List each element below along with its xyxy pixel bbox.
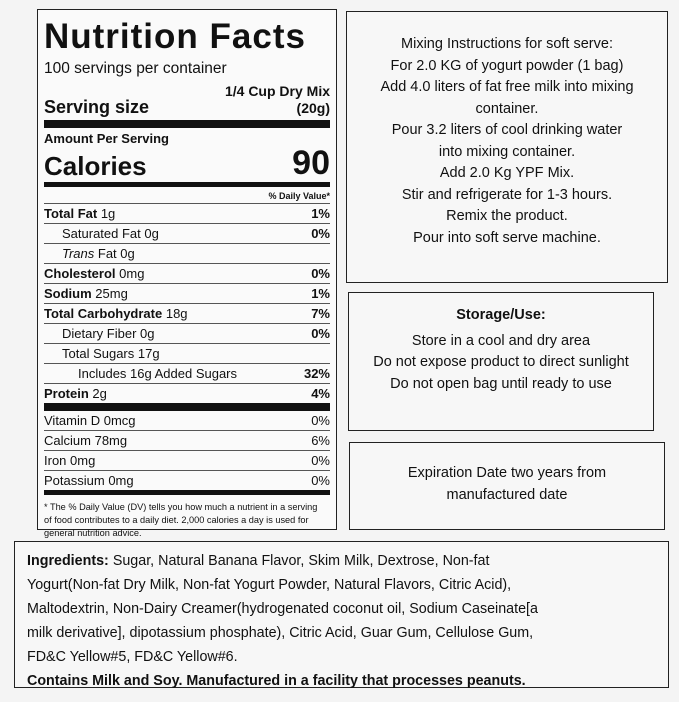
ingredients-line: Yogurt(Non-fat Dry Milk, Non-fat Yogurt Powder, Natural Flavors, Citric Acid), [27, 577, 512, 593]
ingredients-box [14, 541, 669, 688]
daily-value-footnote: * The % Daily Value (DV) tells you how much a nutrient in a serving of food contributes to a daily diet. 2,000 calories a day is used for general nutrition advice. [44, 502, 318, 538]
nutrient-row-saturated-fat [44, 223, 330, 243]
nutrient-row-total-fat [44, 203, 330, 223]
serving-size-line2: (20g) [296, 100, 330, 116]
nutrition-facts-panel [37, 9, 337, 538]
mixing-line: Pour into soft serve machine. [413, 229, 601, 246]
nutrition-title: Nutrition Facts [44, 17, 306, 56]
mixing-line: Add 2.0 Kg YPF Mix. [439, 165, 575, 181]
nutrient-row-added-sugars [44, 363, 330, 383]
nutrient-dv: 0% [311, 226, 330, 241]
mixing-line: container. [475, 100, 539, 117]
amount-per-serving: Amount Per Serving [44, 131, 169, 146]
mixing-line: Mixing Instructions for soft serve: [401, 36, 613, 52]
mixing-line: For 2.0 KG of yogurt powder (1 bag) [390, 57, 624, 74]
ingredients-line: milk derivative], dipotassium phosphate), Citric Acid, Guar Gum, Cellulose Gum, [27, 625, 534, 641]
mixing-line: Pour 3.2 liters of cool drinking water [391, 122, 623, 138]
nutrient-label: Protein 2g [44, 386, 107, 401]
vitamin-row-potassium [44, 470, 330, 490]
nutrient-label: Cholesterol 0mg [44, 266, 145, 281]
nutrient-row-sodium [44, 283, 330, 303]
vitamin-row-iron [44, 450, 330, 470]
nutrient-dv: 1% [311, 206, 330, 221]
vitamin-label: Iron 0mg [44, 453, 96, 468]
nutrient-dv: 7% [311, 306, 330, 321]
vitamin-row-vitamin-d [44, 411, 330, 430]
divider-medium [44, 490, 330, 495]
nutrient-dv: 4% [311, 386, 330, 401]
calories-value: 90 [292, 144, 330, 182]
ingredients-line: Maltodextrin, Non-Dairy Creamer(hydrogenated coconut oil, Sodium Caseinate[a [27, 601, 538, 617]
servings-per-container: 100 servings per container [44, 60, 227, 77]
nutrient-label: Saturated Fat 0g [62, 226, 159, 241]
ingredients-label: Ingredients: [27, 553, 109, 569]
calories-row [44, 144, 330, 182]
vitamin-label: Calcium 78mg [44, 433, 128, 448]
storage-box [348, 292, 654, 431]
divider-thick [44, 120, 330, 128]
ingredients-line: FD&C Yellow#5, FD&C Yellow#6. [27, 649, 238, 665]
daily-value-header: % Daily Value* [268, 191, 330, 201]
serving-size-line1: 1/4 Cup Dry Mix [224, 83, 330, 99]
expiration-box [349, 442, 665, 530]
vitamin-dv: 0% [311, 413, 330, 428]
serving-size-value [225, 83, 330, 117]
nutrient-label: Total Fat 1g [44, 206, 116, 221]
nutrient-row-total-sugars [44, 343, 330, 363]
nutrient-row-trans-fat [44, 243, 330, 263]
serving-size-label: Serving size [44, 97, 150, 117]
mixing-line: into mixing container. [438, 143, 576, 160]
expiration-line: Expiration Date two years from [407, 465, 607, 481]
nutrient-row-protein [44, 383, 330, 403]
nutrient-label: Sodium 25mg [44, 286, 128, 301]
nutrient-row-cholesterol [44, 263, 330, 283]
nutrient-label: Includes 16g Added Sugars [78, 366, 238, 381]
nutrient-label: Total Carbohydrate 18g [44, 306, 188, 321]
nutrient-row-total-carbohydrate [44, 303, 330, 323]
allergen-statement: Contains Milk and Soy. Manufactured in a facility that processes peanuts. [27, 673, 526, 689]
expiration-line: manufactured date [446, 486, 568, 503]
vitamin-label: Vitamin D 0mcg [44, 413, 136, 428]
storage-line: Do not expose product to direct sunlight [373, 354, 629, 370]
vitamin-row-calcium [44, 430, 330, 450]
mixing-line: Stir and refrigerate for 1-3 hours. [401, 186, 613, 203]
nutrient-label: Total Sugars 17g [62, 346, 160, 361]
vitamin-dv: 0% [311, 453, 330, 468]
vitamin-dv: 6% [311, 433, 330, 448]
serving-size-row [44, 81, 330, 117]
nutrient-dv: 32% [303, 366, 330, 381]
divider-thick [44, 403, 330, 411]
vitamin-label: Potassium 0mg [44, 473, 134, 488]
nutrient-row-dietary-fiber [44, 323, 330, 343]
nutrient-dv: 1% [311, 286, 330, 301]
nutrient-label: Dietary Fiber 0g [62, 326, 155, 341]
mixing-line: Add 4.0 liters of fat free milk into mixing [380, 79, 634, 95]
nutrient-dv: 0% [311, 266, 330, 281]
vitamin-dv: 0% [311, 473, 330, 488]
calories-label: Calories [44, 151, 147, 181]
storage-line: Store in a cool and dry area [411, 332, 591, 349]
mixing-line: Remix the product. [446, 208, 568, 224]
nutrient-dv: 0% [311, 326, 330, 341]
mixing-instructions-box [346, 11, 668, 283]
nutrient-label: Trans Fat 0g [62, 246, 135, 261]
ingredients-text: Sugar, Natural Banana Flavor, Skim Milk, Dextrose, Non-fat [112, 553, 490, 569]
storage-line: Do not open bag until ready to use [390, 375, 612, 392]
storage-heading: Storage/Use: [456, 307, 546, 323]
ingredients-line [27, 549, 658, 573]
divider-medium [44, 182, 330, 187]
